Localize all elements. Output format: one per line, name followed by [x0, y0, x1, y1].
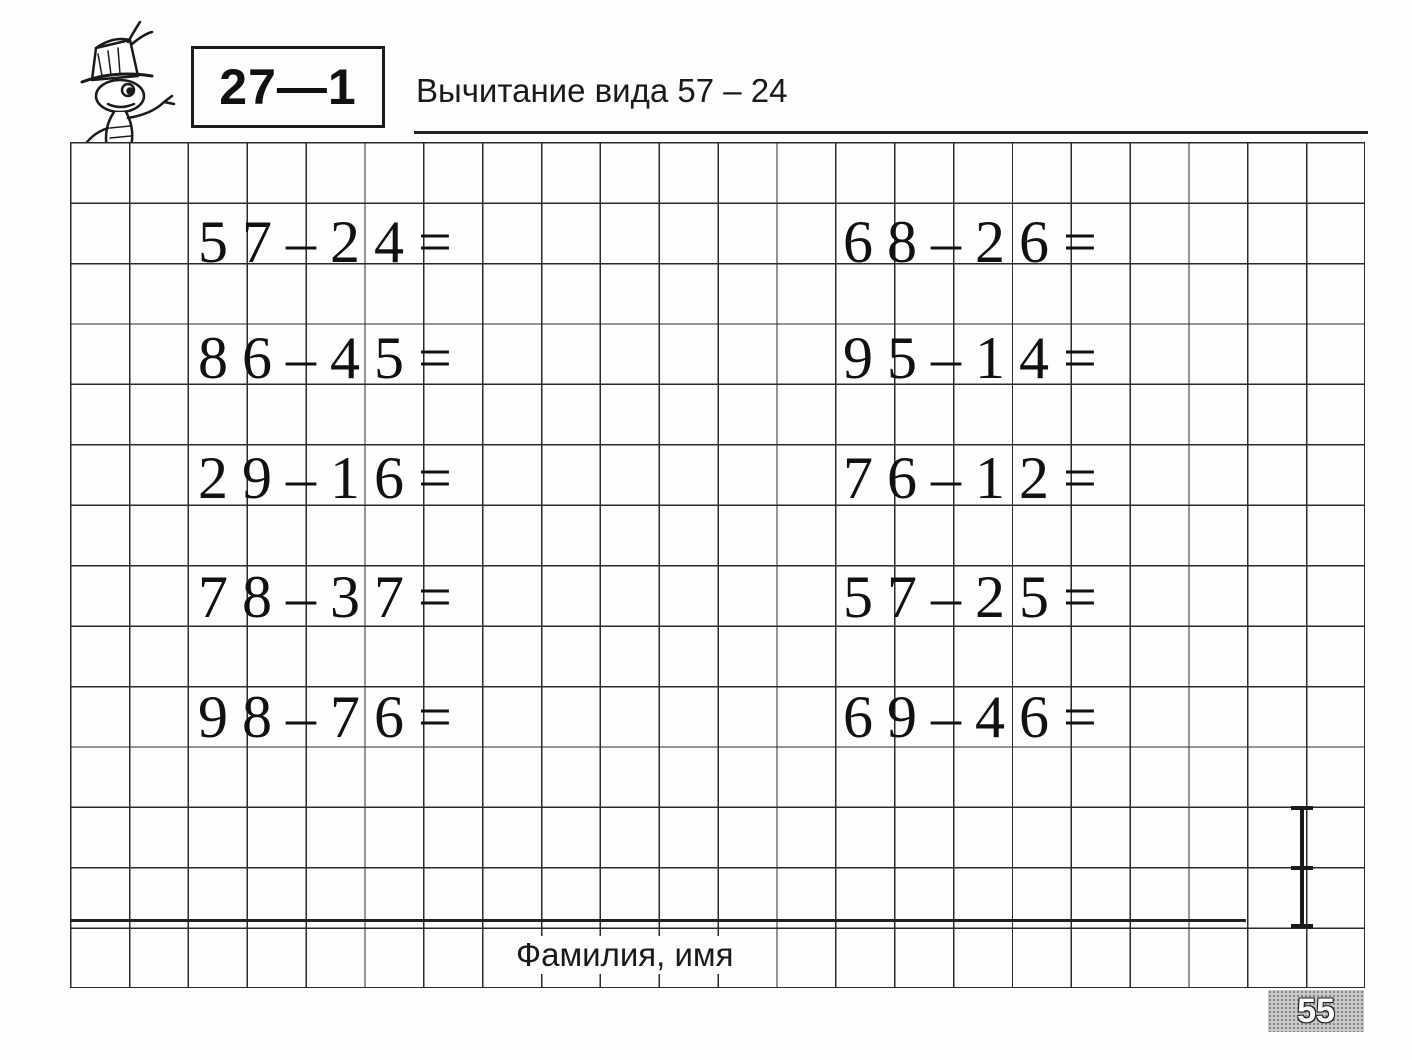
exercise-right-3: 76–12=	[843, 444, 1111, 511]
name-field-label: Фамилия, имя	[512, 936, 737, 974]
lesson-number-box	[191, 46, 385, 128]
exercise-right-5: 69–46=	[843, 683, 1111, 750]
title-underline	[414, 131, 1368, 134]
lesson-number: 27—1	[219, 59, 357, 115]
exercise-left-5: 98–76=	[198, 683, 466, 750]
exercise-right-4: 57–25=	[843, 563, 1111, 630]
exercise-right-2: 95–14=	[843, 324, 1111, 391]
grading-scale-icon	[1290, 806, 1314, 928]
exercise-left-4: 78–37=	[198, 563, 466, 630]
topic-title: Вычитание вида 57 – 24	[416, 72, 788, 109]
page-number	[1268, 990, 1364, 1032]
exercise-left-2: 86–45=	[198, 324, 466, 391]
exercise-right-1: 68–26=	[843, 208, 1111, 275]
page-number-text: 55	[1297, 991, 1335, 1030]
exercise-left-3: 29–16=	[198, 444, 466, 511]
name-line	[70, 919, 1246, 922]
exercise-left-1: 57–24=	[198, 208, 466, 275]
